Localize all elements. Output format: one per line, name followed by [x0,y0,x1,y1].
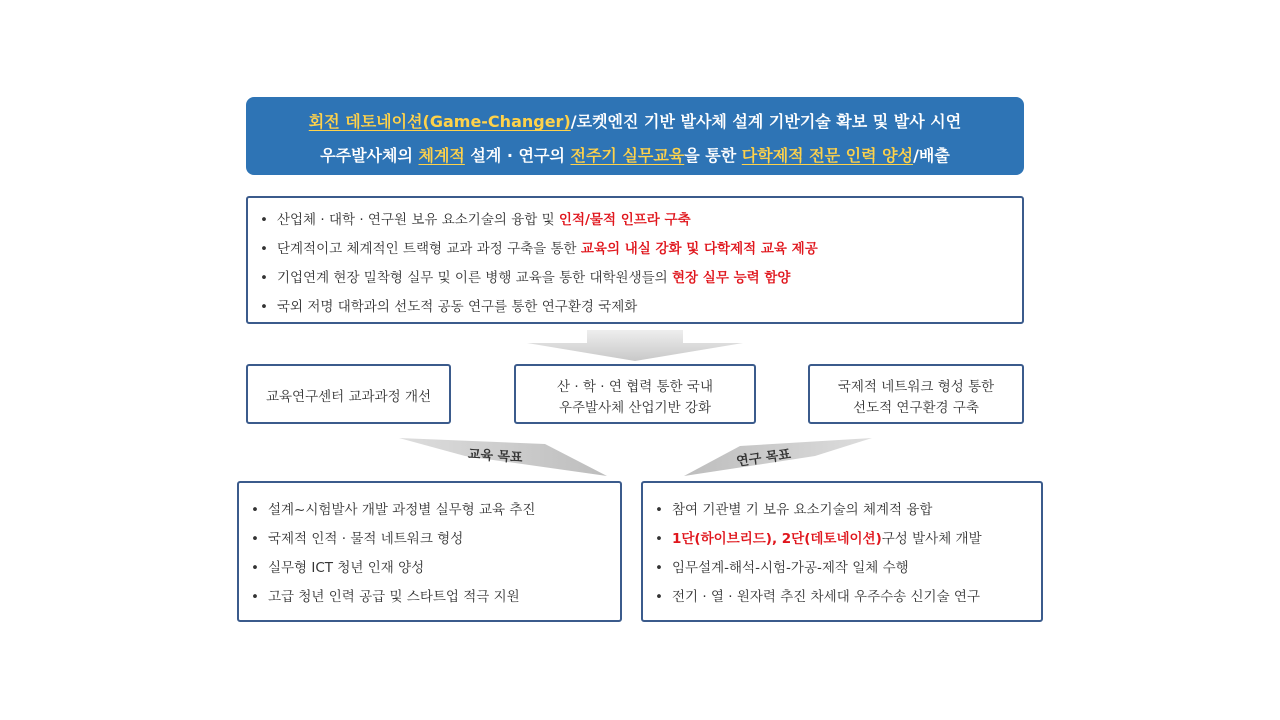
banner-line-2-part-3: 을 통한 [684,146,742,165]
banner-highlight-multidisciplinary: 다학제적 전문 인력 양성 [741,146,914,165]
banner-highlight-detonation: 회전 데토네이션(Game-Changer) [308,112,571,131]
objective-item-1 [260,208,691,228]
research-item-2-text: 구성 발사체 개발 [881,531,982,547]
objective-emphasis: 현장 실무 능력 함양 [672,270,791,286]
down-chevron-arrow [515,328,755,362]
goal-banner [246,97,1024,175]
objective-emphasis: 인적/물적 인프라 구축 [558,212,691,228]
research-item-1: • 참여 기관별 기 보유 요소기술의 체계적 융합 [655,498,932,518]
objective-text: 산업체 · 대학 · 연구원 보유 요소기술의 융합 및 [276,212,559,228]
industry-collaboration-box [514,364,756,424]
education-item-1: • 설계~시험발사 개발 과정별 실무형 교육 추진 [251,498,535,518]
industry-collaboration-line-2: 우주발사체 산업기반 강화 [558,400,712,416]
banner-line-2 [246,143,1024,166]
objective-item-4 [260,295,637,315]
education-goal-label: 교육 목표 [467,447,524,466]
international-network-line-1: 국제적 네트워크 형성 통한 [837,379,995,395]
research-goals-box [641,481,1043,622]
research-item-4: • 전기 · 열 · 원자력 추진 차세대 우주수송 신기술 연구 [655,585,980,605]
objective-text: 국외 저명 대학과의 선도적 공동 연구를 통한 연구환경 국제화 [276,299,638,315]
banner-line-2-part-4: /배출 [913,146,950,165]
curriculum-improvement-box [246,364,451,424]
objective-text: 기업연계 현장 밀착형 실무 및 이른 병행 교육을 통한 대학원생들의 [276,270,672,286]
curriculum-improvement-label: 교육연구센터 교과과정 개선 [265,389,432,405]
research-item-2-emphasis: 1단(하이브리드), 2단(데토네이션) [671,531,882,547]
education-item-4: • 고급 청년 인력 공급 및 스타트업 적극 지원 [251,585,520,605]
banner-line-1 [246,109,1024,132]
banner-line-2-part-1: 우주발사체의 [320,146,419,165]
objectives-box [246,196,1024,324]
banner-highlight-systematic: 체계적 [418,146,465,165]
objective-text: 단계적이고 체계적인 트랙형 교과 과정 구축을 통한 [276,241,581,257]
objective-emphasis: 교육의 내실 강화 및 다학제적 교육 제공 [580,241,818,257]
education-item-3: • 실무형 ICT 청년 인재 양성 [251,556,424,576]
industry-collaboration-line-1: 산 · 학 · 연 협력 통한 국내 [557,379,713,395]
objective-item-3 [260,266,790,286]
research-item-2 [655,527,982,547]
research-goal-label: 연구 목표 [735,447,792,470]
banner-line-1-text: /로켓엔진 기반 발사체 설계 기반기술 확보 및 발사 시연 [570,112,962,131]
international-network-line-2: 선도적 연구환경 구축 [853,400,979,416]
objective-item-2 [260,237,818,257]
international-network-box [808,364,1024,424]
research-item-3: • 임무설계-해석-시험-가공-제작 일체 수행 [655,556,909,576]
banner-highlight-lifecycle: 전주기 실무교육 [570,146,685,165]
education-item-2: • 국제적 인적 · 물적 네트워크 형성 [251,527,463,547]
education-goals-box [237,481,622,622]
banner-line-2-part-2: 설계 · 연구의 [464,146,571,165]
